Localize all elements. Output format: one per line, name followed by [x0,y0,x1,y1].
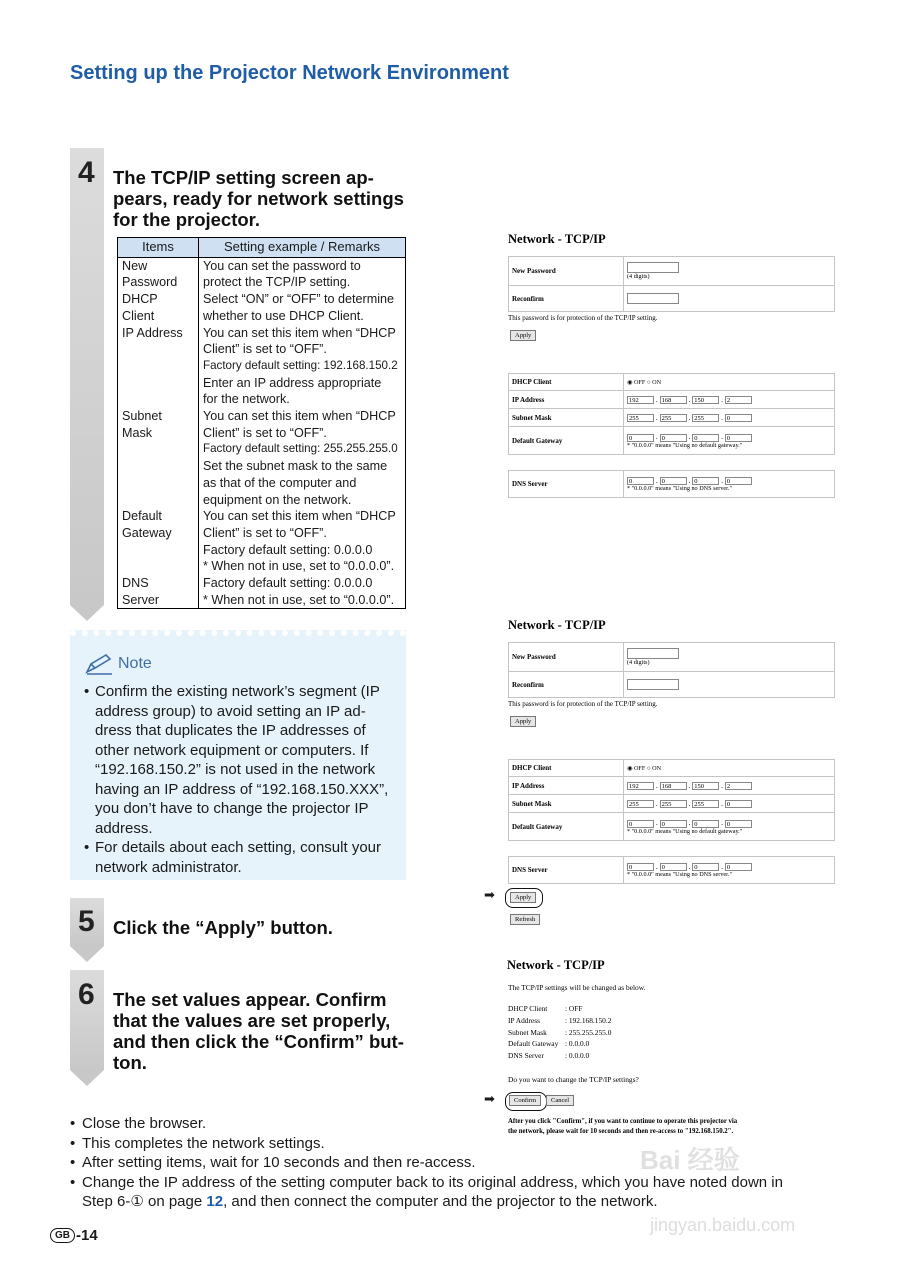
screen-title: Network - TCP/IP [508,618,606,632]
screenshot-1 [508,232,606,247]
list-item: DNS Server : 0.0.0.0 [508,1051,590,1061]
new-password-input[interactable] [627,648,679,659]
confirm-button[interactable]: Confirm [509,1095,541,1106]
pointer-arrow-icon: ➡ [484,888,495,903]
step-5-text: Click the “Apply” button. [113,917,333,938]
cancel-button[interactable]: Cancel [546,1095,574,1106]
after-confirm-note: After you click "Confirm", if you want to continue to operate this projector via the network, please wait for 10 seconds and then re-access to "192.168.150.2". [508,1118,738,1135]
list-item: • Change the IP address of the setting computer back to its original address, which you have noted down in Step 6-① on page 12, and then connect the computer and the projector to the network. [70,1173,783,1211]
note-list [84,682,398,877]
table-row: DHCP Client Select “ON” or “OFF” to determine whether to use DHCP Client. [118,291,406,324]
list-item: Default Gateway : 0.0.0.0 [508,1039,590,1049]
pencil-icon [84,653,114,675]
step-4-bar [70,148,104,605]
table-row: IP Address You can set this item when “DHCP Client” is set to “OFF”. Factory default setting: 192.168.150.2 Enter an IP address appropriate for the network. [118,325,406,409]
table-row: DNS Server Factory default setting: 0.0.0.0 * When not in use, set to “0.0.0.0”. [118,575,406,609]
dns-form-1: DNS Server 0 . 0 . 0 . 0 * "0.0.0.0" means "Using no DNS server." [508,470,835,498]
confirm-values [508,1003,611,1062]
list-item: DHCP Client : OFF [508,1004,583,1013]
step-4-text: The TCP/IP setting screen ap- pears, ready for network settings for the projector. [113,167,404,230]
step-6-number: 6 [78,978,95,1011]
apply-button[interactable]: Apply [510,330,536,341]
apply-button-highlighted[interactable]: Apply [510,892,536,903]
reconfirm-input[interactable] [627,293,679,304]
list-item: • After setting items, wait for 10 seconds and then re-access. [70,1154,476,1172]
col-items: Items [118,238,199,258]
page-number: GB -14 [50,1227,98,1244]
note-item: • Confirm the existing network’s segment (IP address group) to avoid setting an IP ad- dress that duplicates the IP addresses of other network equipment or computers. If “192.168.150.2” is not used in the network having an IP address of “192.168.150.XXX”, you don’t have to change the projector IP address. [84,683,389,837]
dns-form-2: DNS Server 0 . 0 . 0 . 0 * "0.0.0.0" means "Using no DNS server." [508,856,835,884]
screenshot-3 [507,958,605,973]
table-row: Subnet Mask You can set this item when “DHCP Client” is set to “OFF”. Factory default setting: 255.255.255.0 Set the subnet mask to the same as that of the computer and equipment on the network. [118,408,406,508]
table-row: New Password You can set the password to protect the TCP/IP setting. [118,257,406,291]
note-heading: Note [84,653,152,675]
screen-title: Network - TCP/IP [508,232,606,246]
confirm-question: Do you want to change the TCP/IP settings? [508,1075,639,1084]
note-item: • For details about each setting, consult your network administrator. [84,839,381,876]
network-form-1: DHCP Client ◉ OFF ○ ON IP Address 192 . 168 . 150 . 2 Subnet Mask 255 . 255 . 255 . 0 Default Gateway 0 . 0 . 0 . 0 * "0.0.0.0" means "Using no default gateway." [508,373,835,455]
reconfirm-input[interactable] [627,679,679,690]
step-6-text: The set values appear. Confirm that the values are set properly, and then click the “Confirm” but- ton. [113,989,404,1073]
step-4-number: 4 [78,156,95,189]
list-item: Subnet Mask : 255.255.255.0 [508,1027,612,1037]
password-form-1: New Password (4 digits) Reconfirm [508,256,835,312]
region-badge: GB [50,1228,75,1243]
step-5-number: 5 [78,905,95,938]
confirm-intro: The TCP/IP settings will be changed as below. [508,983,646,992]
radio-off: ◉ [627,764,634,772]
settings-table [117,237,406,609]
new-password-input[interactable] [627,262,679,273]
radio-off: ◉ [627,378,634,386]
screen-title: Network - TCP/IP [507,958,605,972]
table-row: Default Gateway You can set this item when “DHCP Client” is set to “OFF”. Factory default setting: 0.0.0.0 * When not in use, set to “0.0.0.0”. [118,508,406,575]
password-form-2: New Password (4 digits) Reconfirm [508,642,835,698]
radio-on: ○ [646,764,653,772]
list-item: • Close the browser. [70,1115,207,1132]
protect-note: This password is for protection of the TCP/IP setting. [508,700,658,708]
radio-on: ○ [646,378,653,386]
protect-note: This password is for protection of the TCP/IP setting. [508,314,658,322]
list-item: IP Address : 192.168.150.2 [508,1015,612,1025]
network-form-2: DHCP Client ◉ OFF ○ ON IP Address 192 . 168 . 150 . 2 Subnet Mask 255 . 255 . 255 . 0 Default Gateway 0 . 0 . 0 . 0 * "0.0.0.0" means "Using no default gateway." [508,759,835,841]
list-item: • This completes the network settings. [70,1134,325,1152]
screenshot-2 [508,618,606,633]
col-remarks: Setting example / Remarks [199,238,406,258]
pointer-arrow-icon: ➡ [484,1092,495,1107]
watermark-url: jingyan.baidu.com [650,1215,796,1235]
apply-button[interactable]: Apply [510,716,536,727]
refresh-button[interactable]: Refresh [510,914,540,925]
page-title: Setting up the Projector Network Environment [70,62,509,84]
page-link[interactable]: 12 [206,1193,224,1211]
watermark-logo: Bai 经验 [640,1145,740,1175]
